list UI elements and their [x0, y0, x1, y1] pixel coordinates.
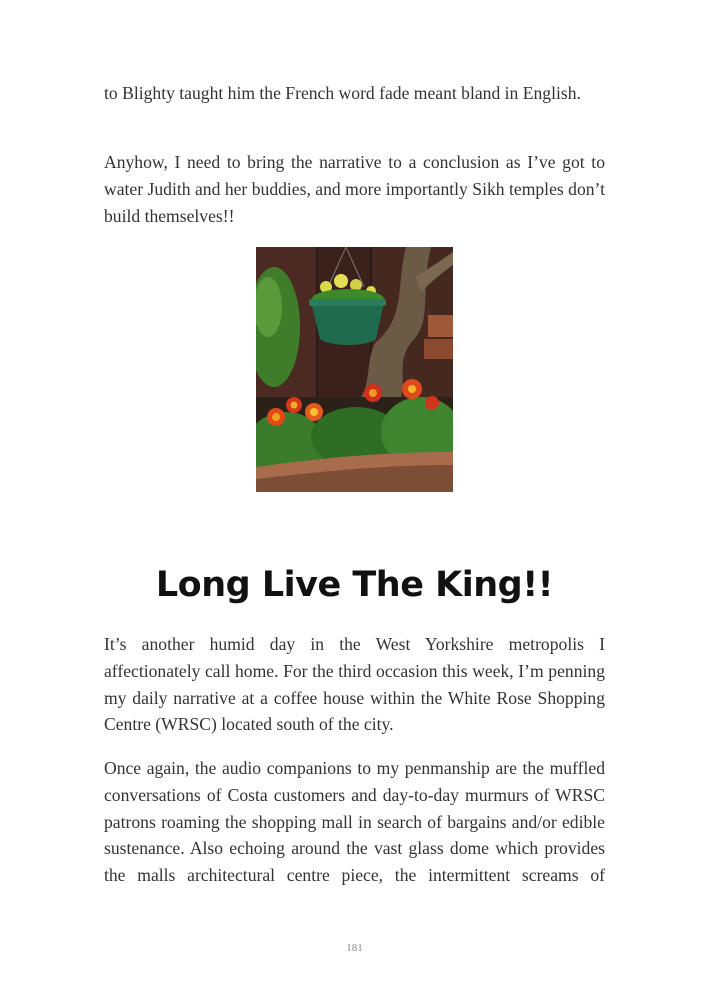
marigold: [291, 402, 298, 409]
marigold: [425, 396, 439, 410]
marigold: [272, 413, 280, 421]
chapter-title: Long Live The King!!: [155, 565, 554, 605]
terracotta-pot: [424, 339, 453, 359]
body-paragraph: Once again, the audio companions to my penmanship are the muffled conversations of Costa customers and day-to-day murmurs of WRSC patrons roaming the shopping mall in search of bargains and/or edible sustenance. Also echoing around the vast glass dome which provides the malls architectural centre piece, the intermittent screams of: [104, 758, 605, 886]
body-paragraph: It’s another humid day in the West Yorkshire metropolis I affectionately call home. For the third occasion this week, I’m penning my daily narrative at a coffee house within the White Rose Shopping Centre (WRSC) located south of the city.: [104, 634, 605, 735]
garden-photo: [256, 247, 453, 492]
body-paragraph: Anyhow, I need to bring the narrative to a conclusion as I’ve got to water Judith and her buddies, and more importantly Sikh temples don’t build themselves!!: [104, 152, 605, 226]
page-number: 181: [346, 942, 363, 954]
yellow-flower: [334, 274, 348, 288]
terracotta-pot: [428, 315, 453, 337]
marigold: [310, 408, 318, 416]
hanging-basket: [311, 302, 384, 345]
body-paragraph: to Blighty taught him the French word fade meant bland in English.: [104, 83, 581, 103]
marigold: [408, 385, 416, 393]
marigold: [369, 389, 377, 397]
basket-rim: [309, 299, 386, 306]
